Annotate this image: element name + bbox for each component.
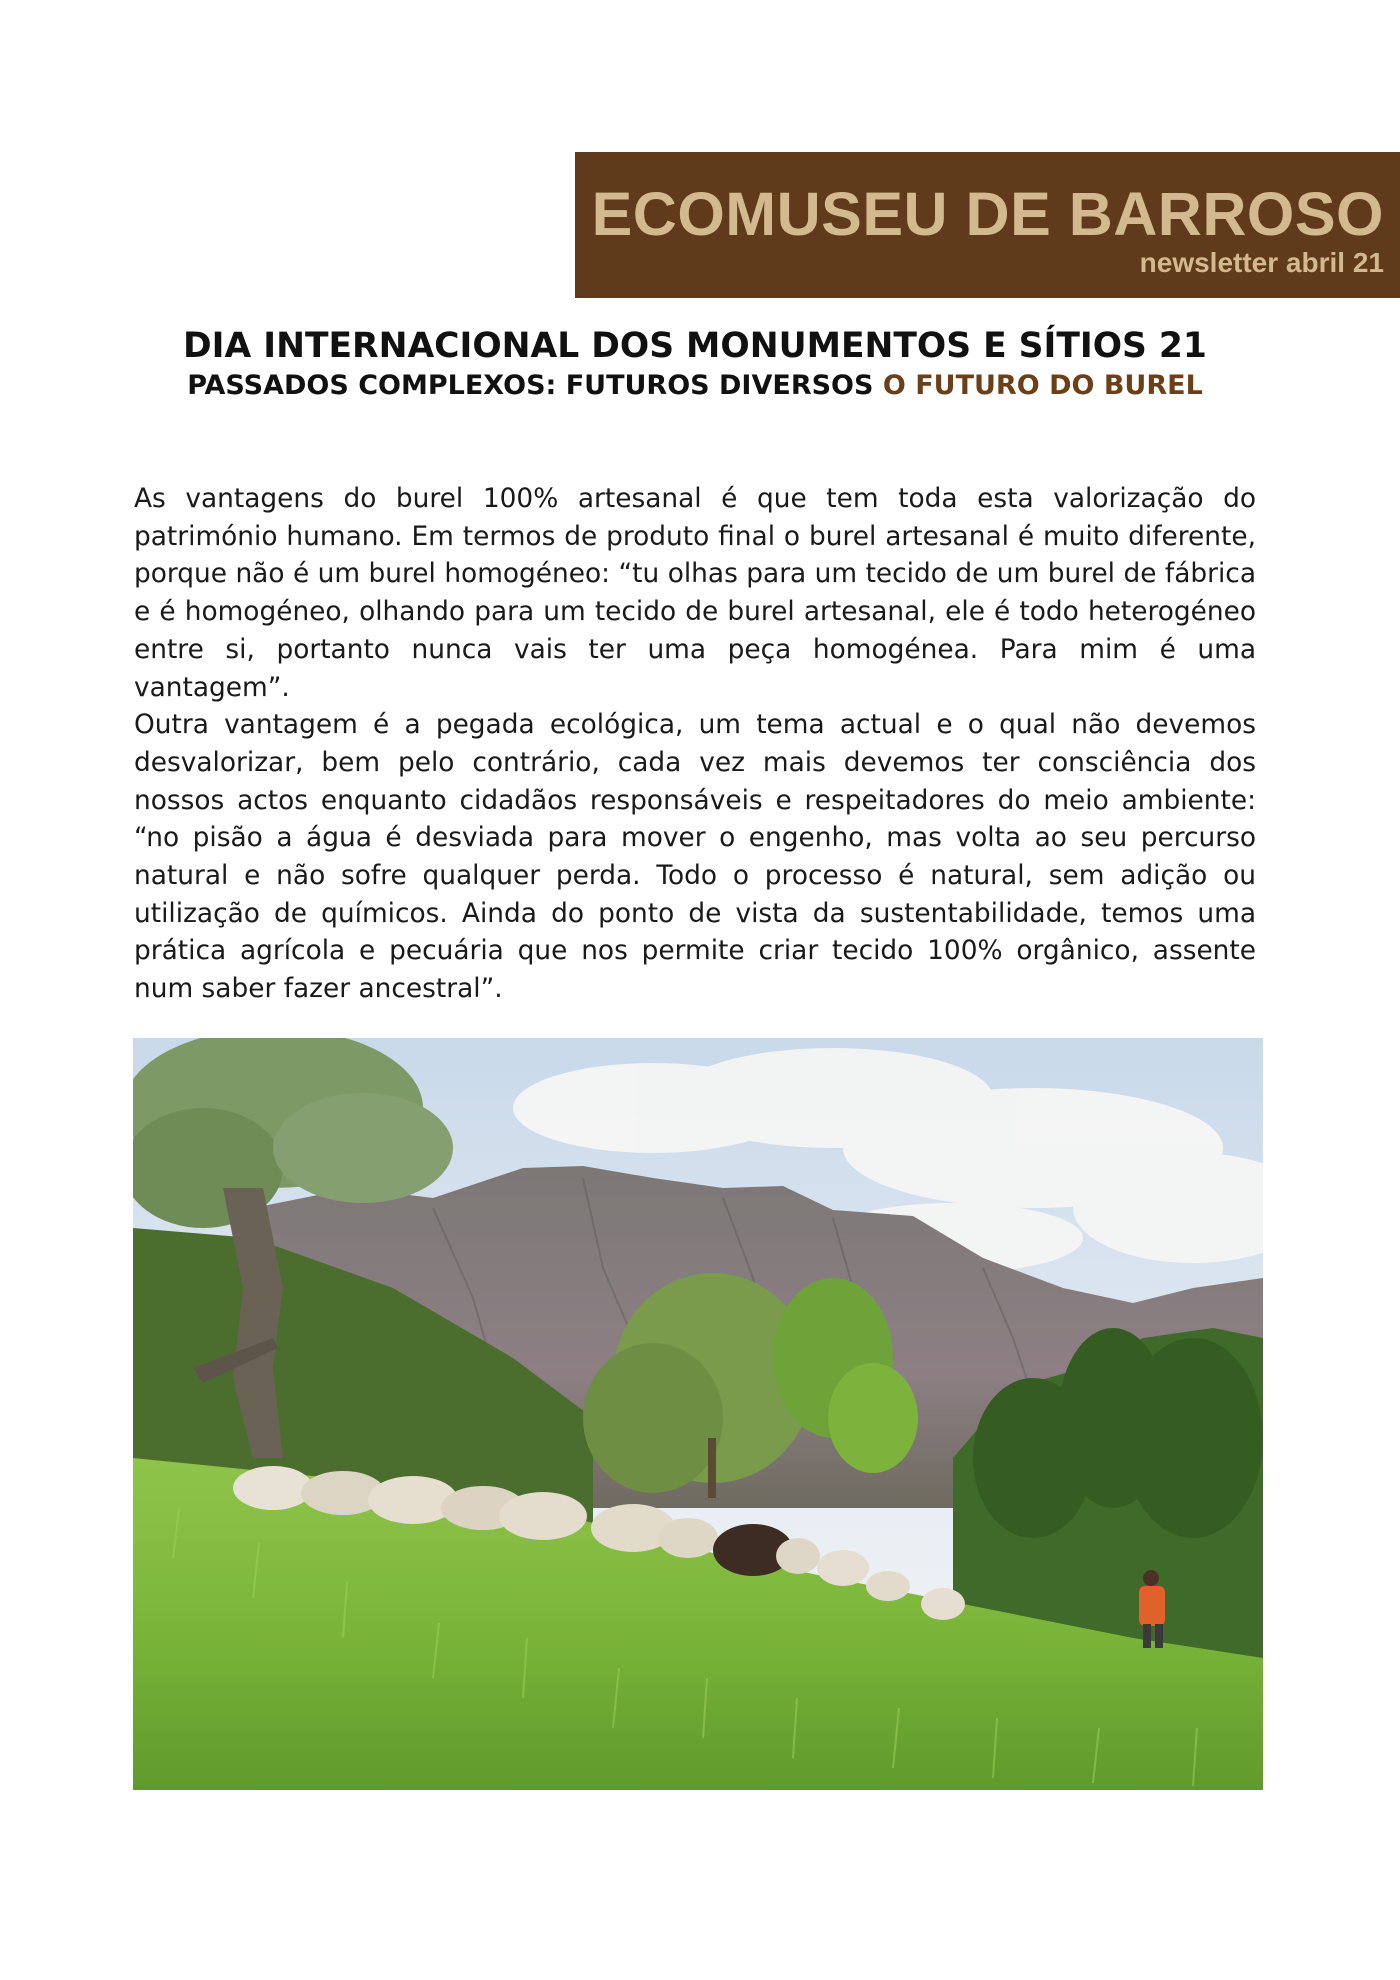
- subheadline-main: PASSADOS COMPLEXOS: FUTUROS DIVERSOS: [187, 370, 874, 401]
- subheadline-accent: O FUTURO DO BUREL: [882, 370, 1203, 401]
- article-headline: DIA INTERNACIONAL DOS MONUMENTOS E SÍTIOS 21: [183, 326, 1207, 366]
- landscape-photo: [133, 1038, 1263, 1790]
- masthead-title: ECOMUSEU DE BARROSO: [591, 180, 1384, 248]
- article-paragraph: As vantagens do burel 100% artesanal é que tem toda esta valorização do património humano. Em termos de produto final o burel artesanal é muito diferente, porque não é um burel homogéneo: “tu olhas para um tecido de um burel de fábrica e é homogéneo, olhando para um tecido de burel artesanal, ele é todo heterogéneo entre si, portanto nunca vais ter uma peça homogénea. Para mim é uma vantagem”.: [134, 483, 1256, 703]
- masthead-banner: [575, 152, 1400, 298]
- article-paragraph: Outra vantagem é a pegada ecológica, um tema actual e o qual não devemos desvalorizar, bem pelo contrário, cada vez mais devemos ter consciência dos nossos actos enquanto cidadãos responsáveis e respeitadores do meio ambiente: “no pisão a água é desviada para mover o engenho, mas volta ao seu percurso natural e não sofre qualquer perda. Todo o processo é natural, sem adição ou utilização de químicos. Ainda do ponto de vista da sustentabilidade, temos uma prática agrícola e pecuária que nos permite criar tecido 100% orgânico, assente num saber fazer ancestral”.: [134, 709, 1256, 1005]
- article-subheadline: [134, 370, 1256, 402]
- masthead-subtitle: newsletter abril 21: [1139, 247, 1384, 278]
- article-body: [134, 480, 1256, 1008]
